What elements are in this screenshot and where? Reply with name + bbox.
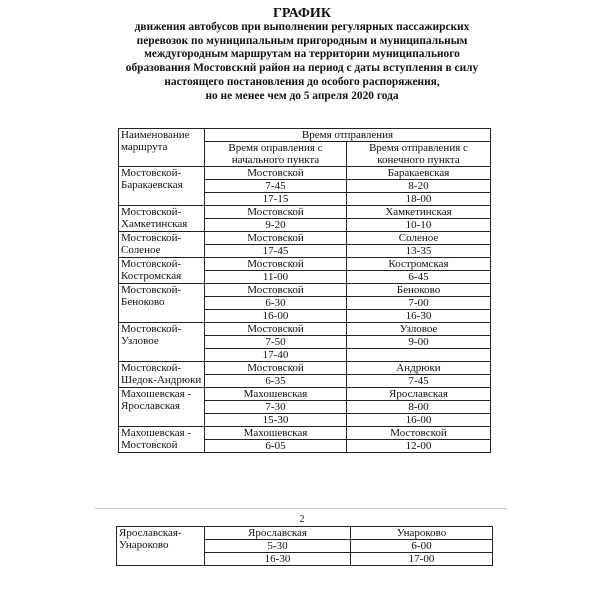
header-from-start: Время оправления с начального пункта <box>205 142 347 167</box>
route-name: Мостовской-Узловое <box>119 323 205 362</box>
heading-line: образования Мостовский район на период с даты вступления в силу <box>125 62 479 75</box>
start-time-cell: 6-35 <box>205 375 347 388</box>
end-time-cell <box>347 349 491 362</box>
end-time-cell: Андрюки <box>347 362 491 375</box>
start-time-cell: 11-00 <box>205 271 347 284</box>
start-time-cell: 6-05 <box>205 440 347 453</box>
page-separator <box>95 508 507 509</box>
end-time-cell: 8-00 <box>347 401 491 414</box>
end-time-cell: 7-00 <box>347 297 491 310</box>
start-time-cell: 15-30 <box>205 414 347 427</box>
end-time-cell: 12-00 <box>347 440 491 453</box>
start-time-cell: Мостовской <box>205 258 347 271</box>
table-row <box>119 427 491 440</box>
table-row <box>119 362 491 375</box>
title-text: ГРАФИК <box>273 6 331 21</box>
end-time-cell: 8-20 <box>347 180 491 193</box>
header-from-end: Время отправления с конечного пункта <box>347 142 491 167</box>
start-time-cell: 17-45 <box>205 245 347 258</box>
end-time-cell: 7-45 <box>347 375 491 388</box>
document-heading <box>0 21 604 103</box>
header-departure: Время отправления <box>205 129 491 142</box>
table-row <box>119 284 491 297</box>
end-time-cell: Мостовской <box>347 427 491 440</box>
end-time-cell: Баракаевская <box>347 167 491 180</box>
route-name: Ярославская-Унароково <box>117 527 205 566</box>
start-time-cell: 6-30 <box>205 297 347 310</box>
start-time-cell: 7-50 <box>205 336 347 349</box>
end-time-cell: 6-00 <box>351 540 493 553</box>
end-time-cell: 16-00 <box>347 414 491 427</box>
end-time-cell: Ярославская <box>347 388 491 401</box>
end-time-cell: Костромская <box>347 258 491 271</box>
end-time-cell: 16-30 <box>347 310 491 323</box>
heading-line: междугородным маршрутам на территории муниципального <box>144 48 460 61</box>
end-time-cell: Узловое <box>347 323 491 336</box>
heading-line: перевозок по муниципальным пригородным и муниципальным <box>136 34 468 47</box>
end-time-cell: Унароково <box>351 527 493 540</box>
start-time-cell: 17-40 <box>205 349 347 362</box>
end-time-cell: 9-00 <box>347 336 491 349</box>
route-name: Махошевская - Мостовской <box>119 427 205 453</box>
table-row <box>119 232 491 245</box>
start-time-cell: 16-30 <box>205 553 351 566</box>
route-name: Махошевская - Ярославская <box>119 388 205 427</box>
table-row <box>117 527 493 540</box>
table-row <box>119 167 491 180</box>
heading-line: движения автобусов при выполнении регулярных пассажирских <box>134 21 470 33</box>
header-route: Наименование маршрута <box>119 129 205 167</box>
table-row <box>119 206 491 219</box>
start-time-cell: Мостовской <box>205 323 347 336</box>
heading-line: настоящего постановления до особого распоряжения, <box>164 75 440 88</box>
end-time-cell: Хамкетинская <box>347 206 491 219</box>
start-time-cell: Мостовской <box>205 362 347 375</box>
start-time-cell: Ярославская <box>205 527 351 540</box>
route-name: Мостовской-Костромская <box>119 258 205 284</box>
start-time-cell: 5-30 <box>205 540 351 553</box>
start-time-cell: 9-20 <box>205 219 347 232</box>
end-time-cell: 18-00 <box>347 193 491 206</box>
heading-line: но не менее чем до 5 апреля 2020 года <box>205 89 399 102</box>
end-time-cell: 6-45 <box>347 271 491 284</box>
start-time-cell: Мостовской <box>205 232 347 245</box>
route-name: Мостовской-Соленое <box>119 232 205 258</box>
table-row <box>119 258 491 271</box>
route-name: Мостовской-Баракаевская <box>119 167 205 206</box>
end-time-cell: Соленое <box>347 232 491 245</box>
end-time-cell: 17-00 <box>351 553 493 566</box>
end-time-cell: 10-10 <box>347 219 491 232</box>
end-time-cell: 13-35 <box>347 245 491 258</box>
start-time-cell: Мостовской <box>205 284 347 297</box>
schedule-table <box>118 128 491 453</box>
start-time-cell: Махошевская <box>205 427 347 440</box>
start-time-cell: Мостовской <box>205 206 347 219</box>
start-time-cell: 16-00 <box>205 310 347 323</box>
page-number: 2 <box>299 514 305 525</box>
route-name: Мостовской-Шедок-Андрюки <box>119 362 205 388</box>
start-time-cell: 7-45 <box>205 180 347 193</box>
table-row <box>119 323 491 336</box>
route-name: Мостовской-Хамкетинская <box>119 206 205 232</box>
route-name: Мостовской-Беноково <box>119 284 205 323</box>
document-title <box>0 6 604 21</box>
start-time-cell: Мостовской <box>205 167 347 180</box>
schedule-table-continued <box>116 526 493 566</box>
end-time-cell: Беноково <box>347 284 491 297</box>
start-time-cell: Махошевская <box>205 388 347 401</box>
start-time-cell: 17-15 <box>205 193 347 206</box>
start-time-cell: 7-30 <box>205 401 347 414</box>
header-row <box>119 129 491 142</box>
table-row <box>119 388 491 401</box>
